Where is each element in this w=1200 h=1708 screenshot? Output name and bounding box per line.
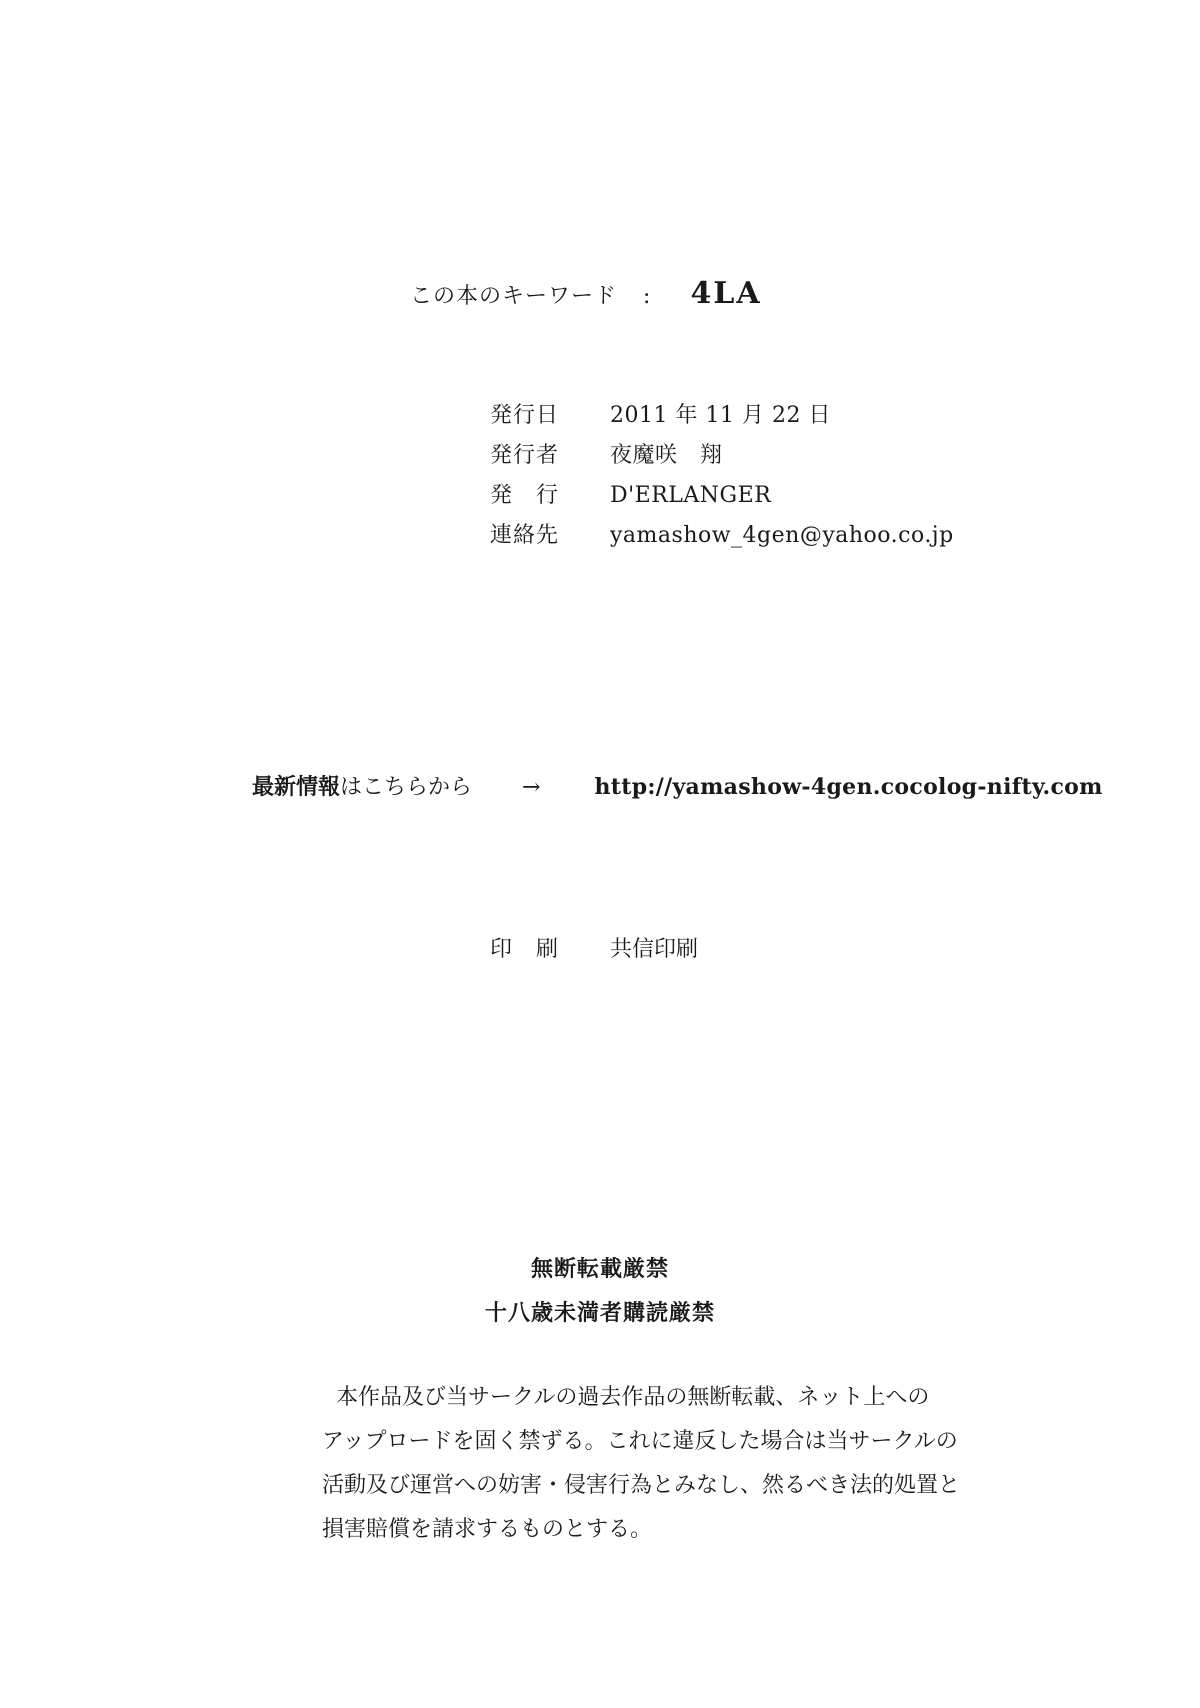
right-arrow-icon: → — [522, 775, 541, 800]
colophon-row-contact — [490, 518, 954, 558]
keyword-label: この本のキーワード — [410, 284, 618, 309]
notice-body — [322, 1376, 1042, 1552]
colophon-label: 連絡先 — [490, 523, 560, 548]
colophon-value: 夜魔咲 翔 — [610, 443, 723, 468]
keyword-line — [410, 276, 762, 311]
colophon-row-publisher-person — [490, 438, 954, 478]
latest-info-label-bold: 最新情報 — [252, 774, 341, 800]
printing-line — [490, 932, 698, 963]
notice-line: 活動及び運営への妨害・侵害行為とみなし、然るべき法的処置と — [322, 1473, 961, 1498]
notice-line: 損害賠償を請求するものとする。 — [322, 1517, 653, 1542]
colophon-table — [490, 398, 954, 558]
notice-title-no-reprint: 無断転載厳禁 — [530, 1256, 669, 1282]
website-url: http://yamashow-4gen.cocolog-nifty.com — [594, 774, 1103, 800]
colophon-label: 発 行 — [490, 483, 560, 508]
colophon-row-issue-date — [490, 398, 954, 438]
printing-value: 共信印刷 — [610, 937, 699, 962]
notice-title-age-restriction: 十八歳未満者購読厳禁 — [484, 1300, 715, 1326]
colophon-label: 発行者 — [490, 443, 560, 468]
colophon-label: 発行日 — [490, 403, 560, 428]
printing-label: 印 刷 — [490, 937, 560, 962]
keyword-value: 4LA — [690, 276, 762, 311]
colophon-row-publisher — [490, 478, 954, 518]
notice-line: アップロードを固く禁ずる。これに違反した場合は当サークルの — [322, 1429, 958, 1454]
latest-info-line — [252, 770, 1103, 801]
notice-line: 本作品及び当サークルの過去作品の無断転載、ネット上への — [336, 1385, 930, 1410]
latest-info-label: はこちらから — [340, 775, 473, 800]
contact-email: yamashow_4gen@yahoo.co.jp — [610, 523, 954, 548]
colophon-value: D'ERLANGER — [610, 483, 772, 508]
keyword-colon: : — [643, 284, 651, 309]
colophon-value: 2011 年 11 月 22 日 — [610, 403, 831, 428]
